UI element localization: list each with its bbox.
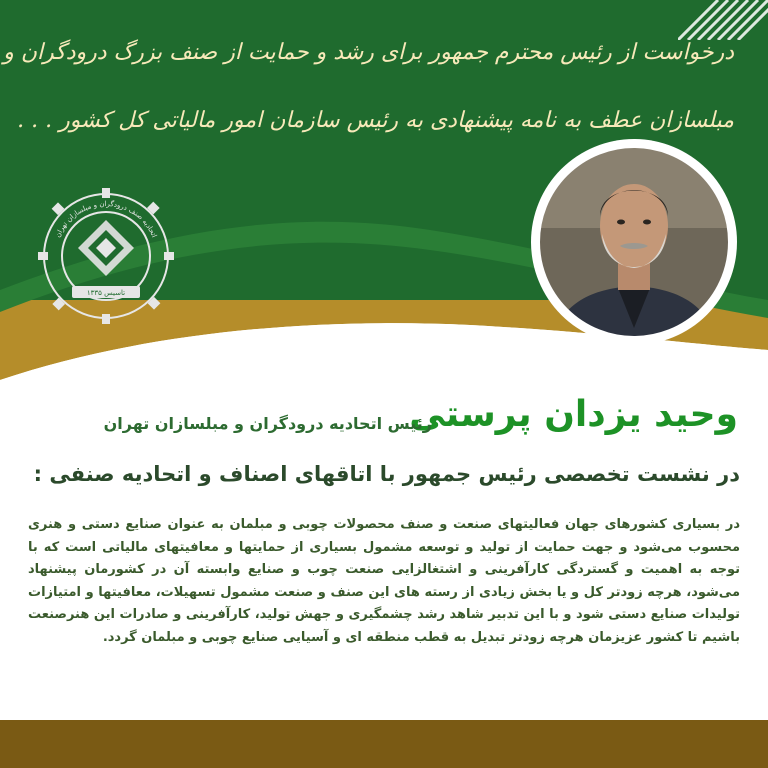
person-role: رئیس اتحادیه درودگران و مبلسازان تهران (103, 414, 432, 433)
union-gear-logo-icon (36, 186, 176, 326)
footer-bar (0, 720, 768, 768)
headline-line-1: درخواست از رئیس محترم جمهور برای رشد و حمایت از صنف بزرگ درودگران و (3, 40, 734, 65)
person-name: وحید یزدان پرستی (409, 394, 738, 435)
headline-line-2: مبلسازان عطف به نامه پیشنهادی به رئیس سازمان امور مالیاتی کل کشور . . . (17, 108, 734, 133)
emblem-ring-text: اتحادیه صنف درودگران و مبلسازان تهران (53, 199, 159, 239)
emblem-founded-text: تاسیس ۱۳۳۵ (86, 289, 126, 297)
decorative-stripes (678, 0, 768, 40)
section-subtitle: در نشست تخصصی رئیس جمهور با اتاقهای اصناف و اتحادیه صنفی : (33, 462, 740, 486)
portrait-photo-icon (530, 138, 738, 346)
body-paragraph: در بسیاری کشورهای جهان فعالیتهای صنعت و صنف محصولات چوبی و مبلمان به عنوان صنایع دستی و هنری محسوب می‌شود و جهت حمایت از تولید و توسعه مشمول بسیاری از حمایتها و معافیتهای مالیاتی است که با توجه به اهمیت و گستردگی کارآفرینی و اشتغالزایی صنعت چوب و صنایع وابسته آن در کشورمان پیشنهاد می‌شود، هرچه زودتر کل و یا بخش زیادی از رسته های این صنف و صنعت مشمول تسهیلات، معافیتها و امتیازات تولیدات صنایع دستی شود و با این تدبیر شاهد رشد چشمگیری و جهش تولید، کارآفرینی و صادرات این هنرصنعت باشیم تا کشور عزیزمان هرچه زودتر تبدیل به قطب منطقه ای و آسیایی صنایع چوبی و مبلمان گردد. (28, 517, 740, 645)
